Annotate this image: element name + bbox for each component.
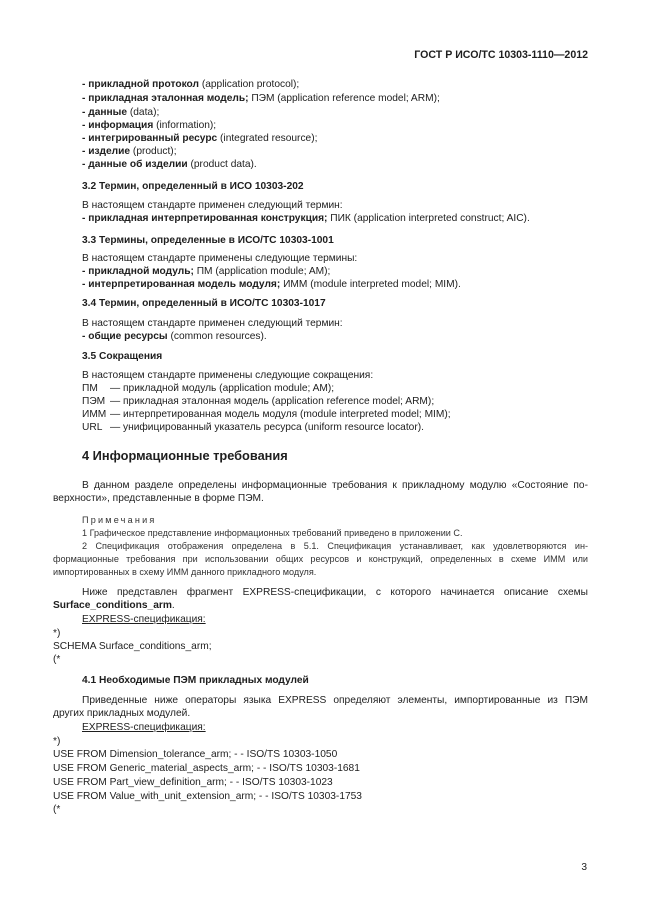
express-label: EXPRESS-спецификация:	[82, 722, 206, 733]
section-heading-4-1: 4.1 Необходимые ПЭМ прикладных модулей	[82, 675, 309, 686]
notes-title: Примечания	[82, 515, 157, 525]
list-item: - данные (data);	[82, 107, 160, 118]
paragraph-line: верхности», представленные в форме ПЭМ.	[53, 493, 264, 504]
list-item: - общие ресурсы (common resources).	[82, 331, 267, 342]
paragraph-line: В данном разделе определены информационные требования к прикладному модулю «Состояние по-	[82, 480, 588, 491]
list-item: - прикладная интерпретированная конструкция; ПИК (application interpreted construct; AIC).	[82, 213, 530, 224]
code-line: *)	[53, 628, 61, 639]
paragraph-line: Приведенные ниже операторы языка EXPRESS определяют элементы, импортированные из ПЭМ	[82, 695, 588, 706]
code-line: USE FROM Value_with_unit_extension_arm; - - ISO/TS 10303-1753	[53, 791, 362, 802]
code-line: USE FROM Dimension_tolerance_arm; - - ISO/TS 10303-1050	[53, 749, 338, 760]
list-item: - прикладной протокол (application protocol);	[82, 79, 300, 90]
list-item: - прикладной модуль; ПМ (application module; AM);	[82, 266, 331, 277]
list-item: - прикладная эталонная модель; ПЭМ (application reference model; ARM);	[82, 93, 440, 104]
section-heading-3-3: 3.3 Термины, определенные в ИСО/ТС 10303-1001	[82, 235, 334, 246]
paragraph: В настоящем стандарте применен следующий термин:	[82, 318, 343, 329]
paragraph-line: Surface_conditions_arm.	[53, 600, 175, 611]
section-heading-3-2: 3.2 Термин, определенный в ИСО 10303-202	[82, 181, 304, 192]
paragraph: В настоящем стандарте применены следующие термины:	[82, 253, 358, 264]
section-heading-4: 4 Информационные требования	[82, 448, 288, 463]
page-number: 3	[581, 862, 587, 873]
list-item: - интерпретированная модель модуля; ИММ (module interpreted model; MIM).	[82, 279, 461, 290]
list-item: - данные об изделии (product data).	[82, 159, 257, 170]
section-heading-3-5: 3.5 Сокращения	[82, 351, 163, 362]
paragraph-line: Ниже представлен фрагмент EXPRESS-спецификации, с которого начинается описание схемы	[82, 587, 588, 598]
paragraph: В настоящем стандарте применен следующий термин:	[82, 200, 343, 211]
code-line: (*	[53, 654, 61, 665]
note-2-line: 2 Спецификация отображения определена в 5.1. Спецификация устанавливает, как удовлетворяются ин-	[82, 541, 588, 551]
code-line: (*	[53, 804, 61, 815]
note-2-line: формационные требования при использовании общих ресурсов и конструкций, определенных в схеме ИММ или	[53, 554, 588, 564]
abbreviation-row: ПМ — прикладной модуль (application module; AM);	[82, 383, 335, 394]
list-item: - интегрированный ресурс (integrated resource);	[82, 133, 318, 144]
abbreviation-row: URL — унифицированный указатель ресурса (uniform resource locator).	[82, 422, 424, 433]
note-2-line: импортированных в схему ИММ данного прикладного модуля.	[53, 567, 317, 577]
code-line: USE FROM Generic_material_aspects_arm; - - ISO/TS 10303-1681	[53, 763, 360, 774]
code-line: SCHEMA Surface_conditions_arm;	[53, 641, 212, 652]
paragraph: В настоящем стандарте применены следующие сокращения:	[82, 370, 374, 381]
abbreviation-row: ИММ — интерпретированная модель модуля (module interpreted model; MIM);	[82, 409, 451, 420]
code-line: *)	[53, 736, 61, 747]
express-label: EXPRESS-спецификация:	[82, 614, 206, 625]
note-1: 1 Графическое представление информационных требований приведено в приложении С.	[82, 528, 463, 538]
paragraph-line: других прикладных модулей.	[53, 708, 191, 719]
list-item: - информация (information);	[82, 120, 217, 131]
document-header: ГОСТ Р ИСО/ТС 10303-1110—2012	[414, 49, 588, 61]
list-item: - изделие (product);	[82, 146, 177, 157]
abbreviation-row: ПЭМ — прикладная эталонная модель (application reference model; ARM);	[82, 396, 435, 407]
section-heading-3-4: 3.4 Термин, определенный в ИСО/ТС 10303-1017	[82, 298, 326, 309]
code-line: USE FROM Part_view_definition_arm; - - ISO/TS 10303-1023	[53, 777, 333, 788]
